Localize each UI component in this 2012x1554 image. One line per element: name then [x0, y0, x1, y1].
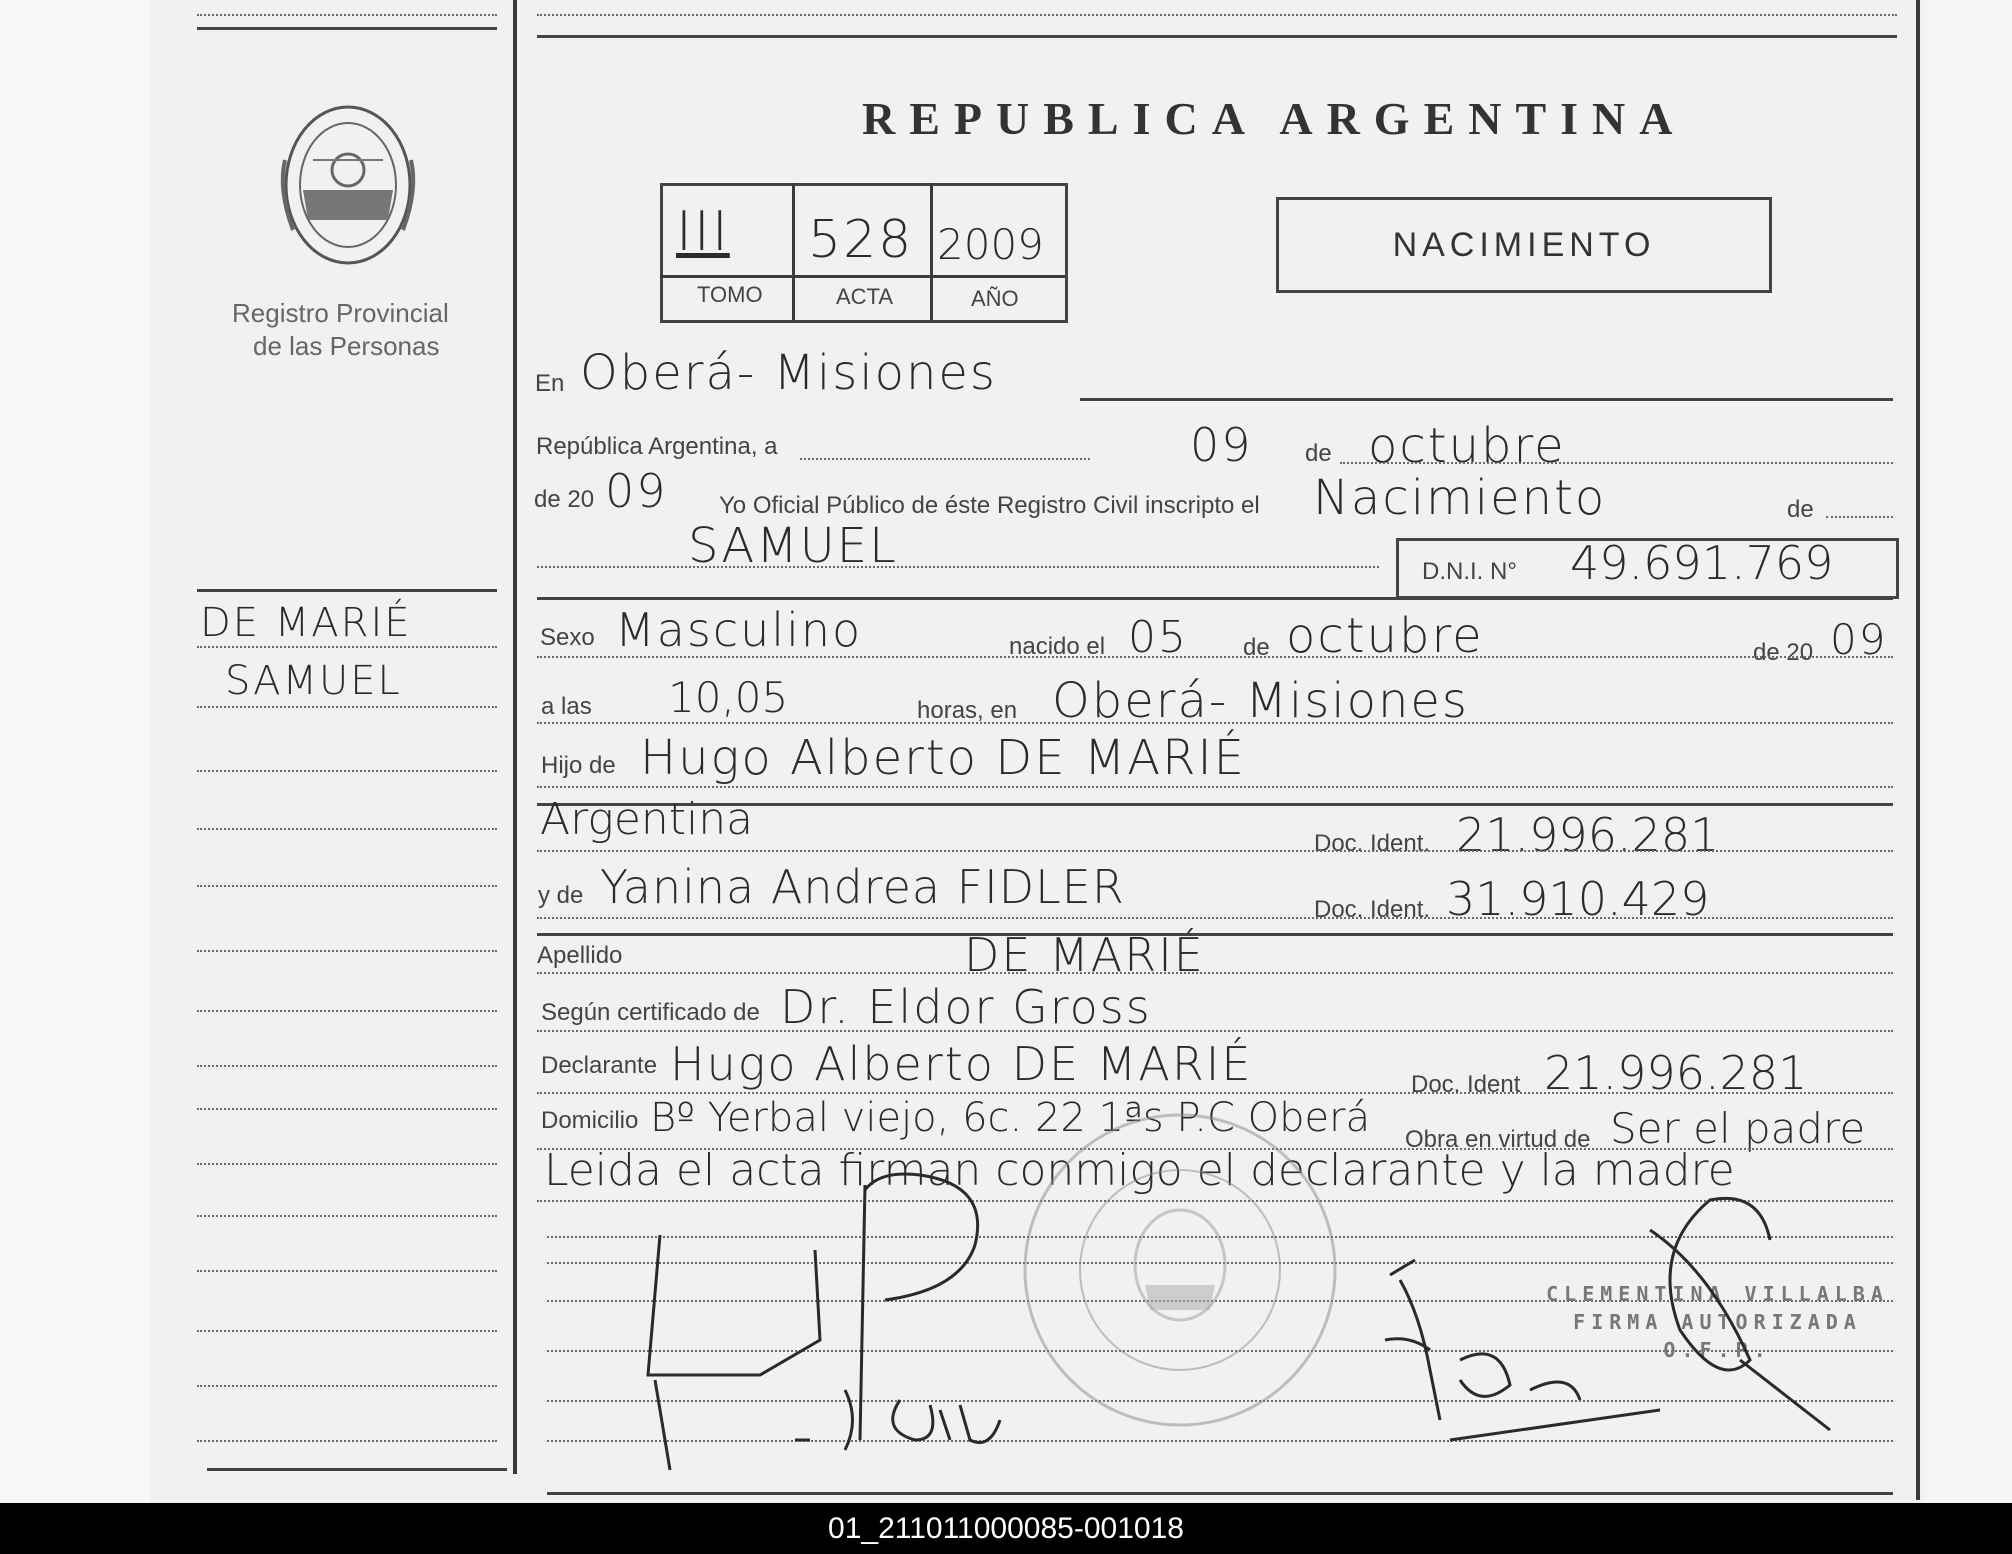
fill-line: [800, 458, 1090, 460]
stamp-official-name: CLEMENTINA VILLALBA: [1546, 1282, 1889, 1306]
registry-name-line1: Registro Provincial: [232, 298, 449, 328]
en-label: En: [535, 370, 565, 397]
y-de-label: y de: [538, 882, 584, 909]
dni-label: D.N.I. N°: [1422, 558, 1517, 585]
ref-divider: [930, 183, 933, 320]
obra-value: Ser el padre: [1610, 1104, 1866, 1153]
acta-label: ACTA: [836, 284, 894, 309]
domicilio-label: Domicilio: [541, 1107, 639, 1134]
doc-ident-label3: Doc. Ident: [1411, 1071, 1521, 1098]
nacido-label: nacido el: [1009, 633, 1106, 660]
top-left-rule: [197, 27, 497, 30]
birth-year-value: 09: [1830, 615, 1888, 664]
horas-en-label: horas, en: [917, 697, 1018, 724]
en-value: Oberá- Misiones: [580, 345, 997, 401]
a-las-label: a las: [541, 693, 592, 720]
margin-dotted-line: [197, 1385, 497, 1387]
apellido-value: DE MARIÉ: [964, 928, 1205, 982]
apellido-label: Apellido: [537, 942, 623, 969]
doc-ident-label: Doc. Ident.: [1314, 830, 1431, 857]
sexo-value: Masculino: [615, 603, 863, 657]
anio-label: AÑO: [971, 286, 1019, 311]
margin-dotted-line: [197, 1330, 497, 1332]
tomo-value: III: [676, 200, 730, 263]
certificado-value: Dr. Eldor Gross: [780, 980, 1152, 1034]
leida-note: Leida el acta firman conmigo el declarante y la madre: [544, 1145, 1735, 1196]
ref-divider: [660, 275, 1065, 278]
margin-dotted-line: [197, 646, 497, 648]
scan-margin: [0, 0, 150, 1503]
tomo-label: TOMO: [697, 282, 763, 307]
birth-year-prefix-label: de 20: [1753, 639, 1814, 666]
inscripto-value: Nacimiento: [1313, 470, 1607, 526]
madre-value: Yanina Andrea FIDLER: [600, 860, 1125, 914]
margin-note-surname: DE MARIÉ: [200, 600, 412, 646]
birth-day-value: 05: [1128, 612, 1188, 663]
de-label: de: [1305, 440, 1332, 467]
fill-line: [537, 850, 1893, 852]
registry-name-line2: de las Personas: [253, 331, 440, 361]
fill-line: [537, 656, 1893, 658]
declarante-doc-value: 21.996.281: [1544, 1046, 1808, 1100]
acta-value: 528: [808, 210, 914, 270]
top-rule: [537, 35, 1897, 38]
en-line: [1080, 398, 1893, 401]
margin-dotted-line: [197, 1065, 497, 1067]
margin-dotted-line: [197, 885, 497, 887]
column-divider: [513, 0, 517, 1474]
madre-doc-value: 31.910.429: [1446, 872, 1710, 926]
fill-line: [537, 1092, 1893, 1094]
country-title: REPUBLICA ARGENTINA: [862, 93, 1687, 144]
margin-dotted-line: [197, 1010, 497, 1012]
hora-value: 10,05: [668, 673, 789, 722]
birth-month-value: octubre: [1286, 608, 1484, 664]
de-label2: de: [1787, 496, 1814, 523]
top-dotted-line: [537, 14, 1897, 16]
oficial-label: Yo Oficial Público de éste Registro Civil inscripto el: [719, 492, 1260, 519]
padre-nacionalidad: Argentina: [540, 794, 754, 845]
fill-line: [1826, 516, 1893, 518]
margin-dotted-line: [197, 1163, 497, 1165]
margin-dotted-line: [197, 706, 497, 708]
doc-ident-label2: Doc. Ident.: [1314, 896, 1431, 923]
record-type-box: NACIMIENTO: [1276, 197, 1772, 293]
stamp-office: O.F.P.: [1663, 1338, 1772, 1362]
year-value: 09: [605, 464, 668, 518]
section-rule: [537, 597, 1893, 600]
fill-line: [537, 1030, 1893, 1032]
year-prefix-label: de 20: [534, 486, 595, 513]
provincial-seal-icon: [273, 100, 423, 270]
declarante-label: Declarante: [541, 1052, 658, 1079]
margin-dotted-line: [197, 1270, 497, 1272]
signatures-graphic: [630, 1140, 1920, 1503]
sexo-label: Sexo: [540, 624, 595, 651]
lugar-value: Oberá- Misiones: [1052, 673, 1469, 729]
month-value: octubre: [1368, 418, 1566, 474]
fill-line: [1340, 462, 1893, 464]
domicilio-value: Bº Yerbal viejo, 6c. 22 1ªs P.C Oberá: [650, 1095, 1371, 1141]
padre-doc-value: 21.996.281: [1456, 808, 1720, 862]
certificado-label: Según certificado de: [541, 999, 760, 1026]
margin-rule: [197, 589, 497, 592]
ref-divider: [792, 183, 795, 320]
republica-label: República Argentina, a: [536, 433, 778, 460]
fill-line: [537, 786, 1893, 788]
obra-label: Obra en virtud de: [1405, 1126, 1591, 1153]
margin-dotted-line: [197, 1215, 497, 1217]
fill-line: [537, 972, 1893, 974]
de-label3: de: [1243, 634, 1270, 661]
margin-bottom-rule: [207, 1468, 507, 1471]
anio-value: 2009: [937, 220, 1044, 269]
padre-value: Hugo Alberto DE MARIÉ: [640, 730, 1246, 786]
stamp-role: FIRMA AUTORIZADA: [1573, 1310, 1862, 1334]
fill-line: [537, 917, 1893, 919]
declarante-value: Hugo Alberto DE MARIÉ: [670, 1037, 1253, 1091]
margin-dotted-line: [197, 770, 497, 772]
margin-dotted-line: [197, 828, 497, 830]
name-value: SAMUEL: [688, 518, 898, 574]
fill-line: [537, 566, 1379, 568]
dni-value: 49.691.769: [1570, 536, 1834, 590]
hijo-de-label: Hijo de: [541, 752, 616, 779]
section-rule: [537, 933, 1893, 936]
page-edge: [1925, 0, 2012, 1503]
top-left-dotted-line: [197, 14, 497, 16]
margin-dotted-line: [197, 1440, 497, 1442]
margin-dotted-line: [197, 1108, 497, 1110]
fill-line: [537, 722, 1893, 724]
margin-dotted-line: [197, 950, 497, 952]
image-id-footer: 01_211011000085-001018: [0, 1503, 2012, 1554]
margin-note-name: SAMUEL: [225, 658, 402, 704]
day-value: 09: [1190, 418, 1253, 472]
